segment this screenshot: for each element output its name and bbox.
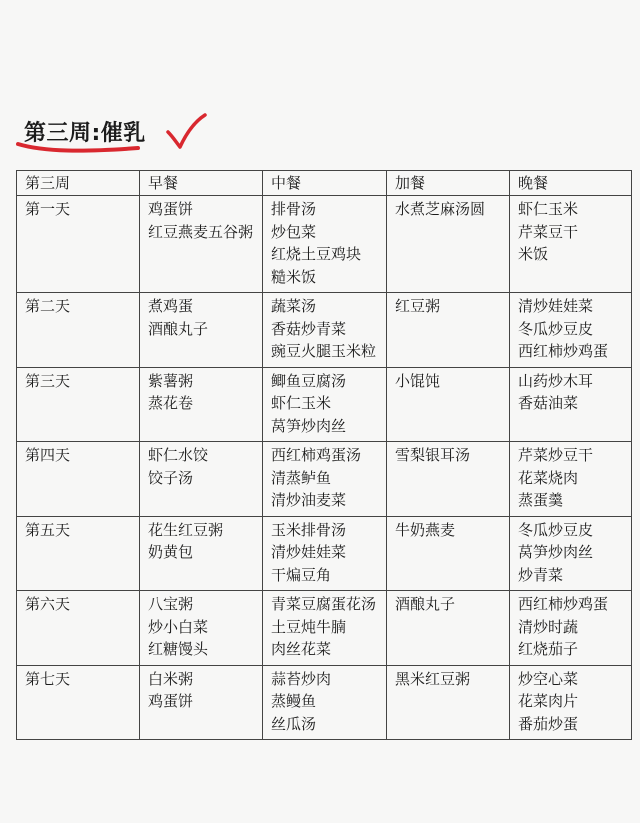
dish-item: 花菜烧肉	[518, 468, 579, 487]
table-row	[17, 367, 632, 442]
dish-item: 蒸鳗鱼	[271, 692, 317, 710]
day-cell: 第四天	[17, 442, 140, 517]
red-underline-stroke	[14, 138, 144, 156]
dish-item: 莴笋炒肉丝	[518, 543, 594, 561]
dish-item: 冬瓜炒豆皮	[518, 520, 594, 539]
lunch-cell	[263, 516, 387, 591]
snack-cell	[387, 665, 510, 740]
dish-item: 香菇炒青菜	[271, 319, 347, 338]
dish-item: 西红柿炒鸡蛋	[518, 595, 609, 613]
dish-item: 蒜苔炒肉	[271, 669, 332, 688]
breakfast-cell	[140, 293, 263, 368]
table-row	[17, 516, 632, 591]
dish-item: 白米粥	[148, 669, 194, 688]
dinner-cell	[510, 367, 632, 442]
dish-item: 西红柿炒鸡蛋	[518, 342, 609, 360]
table-row	[17, 591, 632, 666]
header-lunch: 中餐	[263, 171, 387, 196]
dish-item: 米饭	[518, 245, 549, 263]
dish-item: 牛奶燕麦	[395, 520, 456, 539]
header-breakfast: 早餐	[140, 171, 263, 196]
dinner-cell	[510, 442, 632, 517]
breakfast-cell	[140, 196, 263, 293]
header-snack: 加餐	[387, 171, 510, 196]
dish-item: 雪梨银耳汤	[395, 446, 471, 464]
lunch-cell	[263, 367, 387, 442]
dish-item: 虾仁玉米	[271, 394, 332, 412]
dish-item: 芹菜炒豆干	[518, 446, 594, 464]
breakfast-cell	[140, 516, 263, 591]
dish-item: 芹菜豆干	[518, 222, 579, 241]
snack-cell	[387, 591, 510, 666]
dish-item: 炒小白菜	[148, 617, 209, 636]
snack-cell	[387, 516, 510, 591]
dish-item: 西红柿鸡蛋汤	[271, 446, 362, 464]
table-header-row	[17, 171, 632, 196]
dish-item: 清炒娃娃菜	[518, 297, 594, 315]
snack-cell	[387, 442, 510, 517]
dish-item: 虾仁玉米	[518, 200, 579, 218]
dish-item: 炒青菜	[518, 565, 564, 584]
checkmark-icon	[164, 112, 208, 152]
dinner-cell	[510, 293, 632, 368]
table-row	[17, 196, 632, 293]
dinner-cell	[510, 516, 632, 591]
breakfast-cell	[140, 665, 263, 740]
dinner-cell	[510, 196, 632, 293]
table-row	[17, 442, 632, 517]
dish-item: 红烧茄子	[518, 640, 579, 658]
dish-item: 青菜豆腐蛋花汤	[271, 595, 377, 613]
dish-item: 番茄炒蛋	[518, 714, 579, 733]
dish-item: 花菜肉片	[518, 692, 579, 710]
dish-item: 清炒油麦菜	[271, 491, 347, 509]
dish-item: 香菇油菜	[518, 394, 579, 412]
dish-item: 虾仁水饺	[148, 446, 209, 464]
dish-item: 土豆炖牛腩	[271, 617, 347, 636]
dish-item: 炒包菜	[271, 222, 317, 241]
dish-item: 红豆燕麦五谷粥	[148, 222, 254, 241]
day-cell: 第二天	[17, 293, 140, 368]
dish-item: 蒸花卷	[148, 394, 194, 412]
breakfast-cell	[140, 591, 263, 666]
breakfast-cell	[140, 367, 263, 442]
dish-item: 鲫鱼豆腐汤	[271, 371, 347, 390]
lunch-cell	[263, 665, 387, 740]
dish-item: 清炒时蔬	[518, 617, 579, 636]
dish-item: 肉丝花菜	[271, 640, 332, 658]
day-cell: 第五天	[17, 516, 140, 591]
dish-item: 豌豆火腿玉米粒	[271, 342, 377, 360]
lunch-cell	[263, 591, 387, 666]
meal-plan-table	[16, 170, 632, 740]
dish-item: 冬瓜炒豆皮	[518, 319, 594, 338]
snack-cell	[387, 196, 510, 293]
dish-item: 红糖馒头	[148, 640, 209, 658]
dish-item: 煮鸡蛋	[148, 297, 194, 315]
dish-item: 红豆粥	[395, 297, 441, 315]
table-row	[17, 665, 632, 740]
dish-item: 黑米红豆粥	[395, 669, 471, 688]
dish-item: 山药炒木耳	[518, 371, 594, 390]
dish-item: 紫薯粥	[148, 371, 194, 390]
dish-item: 小馄饨	[395, 371, 441, 390]
dish-item: 清蒸鲈鱼	[271, 468, 332, 487]
dish-item: 鸡蛋饼	[148, 692, 194, 710]
day-cell: 第七天	[17, 665, 140, 740]
dish-item: 莴笋炒肉丝	[271, 416, 347, 435]
header-dinner: 晚餐	[510, 171, 632, 196]
dish-item: 炒空心菜	[518, 669, 579, 688]
dish-item: 玉米排骨汤	[271, 520, 347, 539]
dish-item: 酒酿丸子	[148, 319, 209, 338]
dish-item: 清炒娃娃菜	[271, 543, 347, 561]
dish-item: 花生红豆粥	[148, 520, 224, 539]
lunch-cell	[263, 196, 387, 293]
dish-item: 水煮芝麻汤圆	[395, 200, 486, 218]
page-title: 第三周:催乳	[24, 121, 146, 146]
dish-item: 排骨汤	[271, 200, 317, 218]
lunch-cell	[263, 442, 387, 517]
table-body	[17, 196, 632, 740]
table-row	[17, 293, 632, 368]
dinner-cell	[510, 591, 632, 666]
snack-cell	[387, 367, 510, 442]
dish-item: 干煸豆角	[271, 565, 332, 584]
dish-item: 酒酿丸子	[395, 595, 456, 613]
breakfast-cell	[140, 442, 263, 517]
dinner-cell	[510, 665, 632, 740]
dish-item: 红烧土豆鸡块	[271, 245, 362, 263]
dish-item: 奶黄包	[148, 543, 194, 561]
snack-cell	[387, 293, 510, 368]
lunch-cell	[263, 293, 387, 368]
header-week: 第三周	[17, 171, 140, 196]
dish-item: 蒸蛋羹	[518, 491, 564, 509]
day-cell: 第三天	[17, 367, 140, 442]
dish-item: 饺子汤	[148, 468, 194, 487]
dish-item: 鸡蛋饼	[148, 200, 194, 218]
day-cell: 第六天	[17, 591, 140, 666]
day-cell: 第一天	[17, 196, 140, 293]
dish-item: 丝瓜汤	[271, 714, 317, 733]
dish-item: 糙米饭	[271, 267, 317, 286]
dish-item: 蔬菜汤	[271, 297, 317, 315]
dish-item: 八宝粥	[148, 595, 194, 613]
